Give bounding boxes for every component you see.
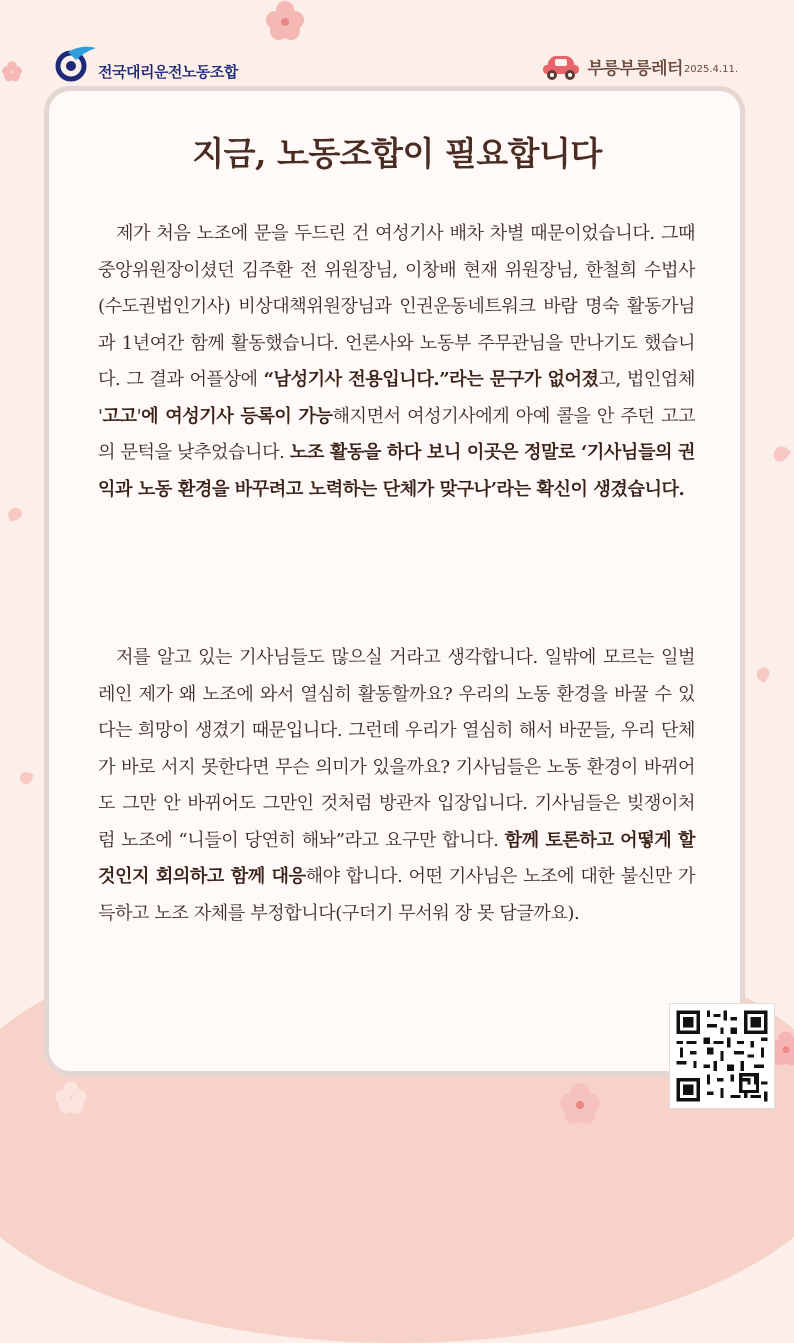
text-span: 해지면서 여성기사에게 아예 콜을 안 주던 고고의 문턱을 낮추었습니다. — [98, 405, 695, 463]
cherry-blossom-icon — [556, 1082, 604, 1124]
qr-code[interactable] — [670, 1004, 774, 1108]
header — [0, 40, 794, 90]
cherry-blossom-icon — [262, 0, 308, 40]
page-title: 지금, 노동조합이 필요합니다 — [192, 134, 602, 173]
car-icon — [541, 50, 581, 82]
bold-text: “남성기사 전용입니다.”라는 문구가 없어졌 — [263, 369, 599, 390]
petal — [18, 770, 33, 785]
petal — [6, 506, 23, 522]
newsletter-badge — [541, 50, 738, 82]
petal — [770, 443, 791, 464]
text-span: ' — [136, 405, 142, 427]
union-logo-icon — [54, 44, 96, 84]
petal — [754, 665, 771, 683]
bold-text: 에 여성기사 등록이 가능 — [141, 405, 333, 427]
paragraph-2 — [98, 640, 695, 932]
bold-text: 고고 — [102, 405, 137, 427]
cherry-blossom-icon — [52, 1080, 90, 1114]
text-span: 해야 합니다. 어떤 기사님은 노조에 대한 불신만 가득하고 노조 자체를 부정합니다(구더기 무서워 장 못 담글까요). — [98, 866, 695, 924]
bold-text: 함께 토론하고 어떻게 할 것인지 회의하고 함께 대응 — [98, 829, 695, 887]
text-span: 저를 알고 있는 기사님들도 많으실 거라고 생각합니다. 일밖에 모르는 일벌레인 제가 왜 노조에 와서 열심히 활동할까요? 우리의 노동 환경을 바꿀 수 있다는 희망이 생겼기 때문입니다. 그런데 우리가 열심히 해서 바꾼들, 우리 단체가 바로 서지 못한다면 무슨 의미가 있을까요? 기사님들은 노동 환경이 바뀌어도 그만 안 바뀌어도 그만인 것처럼 방관자 입장입니다. 기사님들은 빚쟁이처럼 노조에 “니들이 당연히 해놔”라고 요구만 합니다. — [98, 647, 695, 851]
bold-text: 노조 활동을 하다 보니 이곳은 정말로 ‘기사님들의 권익과 노동 환경을 바꾸려고 노력하는 단체가 맞구나’라는 확신이 생겼습니다. — [98, 442, 695, 500]
text-span: 제가 처음 노조에 문을 두드린 건 여성기사 배차 차별 때문이었습니다. 그때 중앙위원장이셨던 김주환 전 위원장님, 이창배 현재 위원장님, 한철희 수법사(수도권법인기사) 비상대책위원장님과 인권운동네트워크 바람 명숙 활동가님과 1년여간 함께 활동했습니다. 언론사와 노동부 주무관님을 만나기도 했습니다. 그 결과 어플상에 — [98, 223, 695, 390]
newsletter-name: 부릉부릉레터 — [587, 58, 683, 79]
paragraph-1 — [98, 216, 695, 508]
text-span: 고, 법인업체 ' — [98, 369, 695, 427]
issue-date: 2025.4.11. — [683, 63, 738, 75]
union-logo — [54, 44, 238, 84]
org-name: 전국대리운전노동조합 — [98, 62, 238, 81]
